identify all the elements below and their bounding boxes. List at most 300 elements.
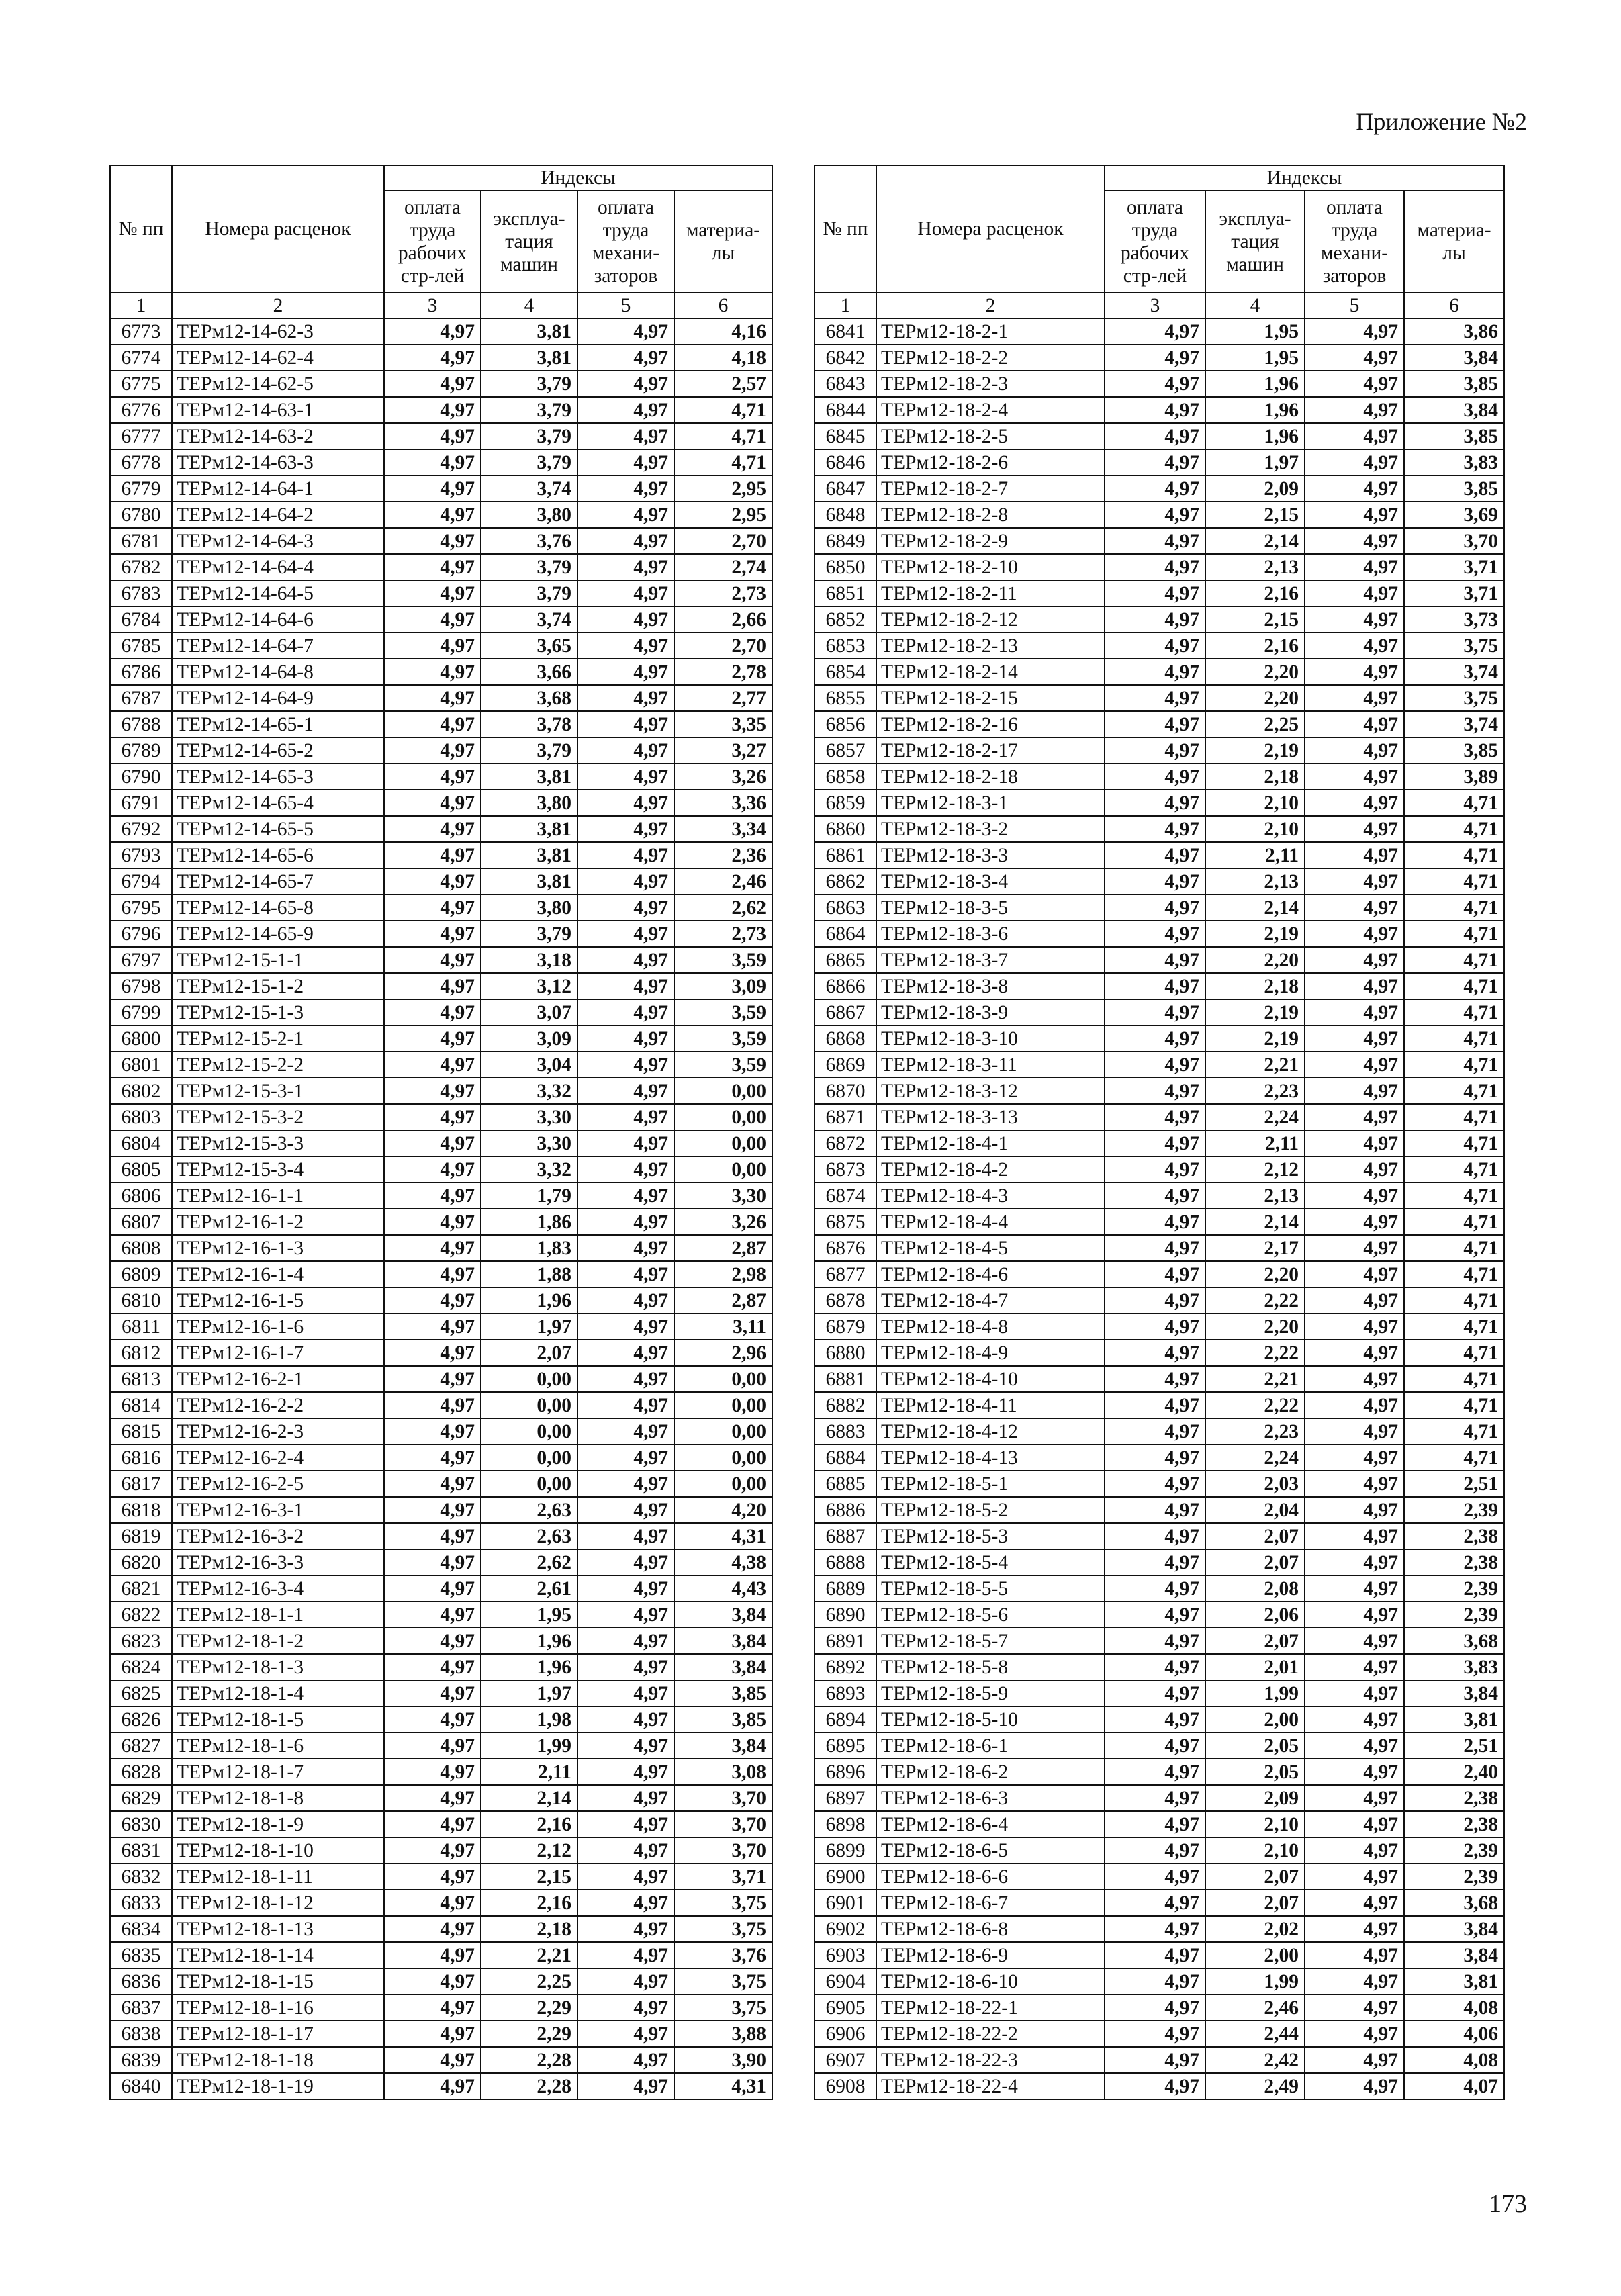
row-number: 6823 <box>110 1628 172 1654</box>
rate-code: ТЕРм12-18-2-8 <box>876 502 1105 528</box>
rate-code: ТЕРм12-18-1-17 <box>172 2021 384 2047</box>
labor-wage-index: 4,97 <box>384 1680 481 1706</box>
table-row <box>815 1733 1504 1759</box>
rate-code: ТЕРм12-18-2-11 <box>876 580 1105 606</box>
machine-index: 3,79 <box>481 580 577 606</box>
rate-code: ТЕРм12-14-65-6 <box>172 842 384 868</box>
operator-wage-index: 4,97 <box>1305 1340 1404 1366</box>
rate-code: ТЕРм12-18-5-6 <box>876 1602 1105 1628</box>
machine-index: 3,74 <box>481 475 577 502</box>
materials-index: 4,31 <box>674 1523 772 1549</box>
table-row <box>815 1497 1504 1523</box>
table-row <box>815 633 1504 659</box>
rate-code: ТЕРм12-14-65-9 <box>172 921 384 947</box>
machine-index: 2,14 <box>481 1785 577 1811</box>
table-row <box>110 1706 772 1733</box>
table-row <box>110 1366 772 1392</box>
machine-index: 1,97 <box>1205 449 1305 475</box>
row-number: 6891 <box>815 1628 876 1654</box>
materials-index: 4,71 <box>1404 1052 1504 1078</box>
labor-wage-index: 4,97 <box>1105 1183 1205 1209</box>
machine-index: 3,32 <box>481 1078 577 1104</box>
labor-wage-index: 4,97 <box>384 1366 481 1392</box>
materials-index: 3,68 <box>1404 1628 1504 1654</box>
row-number: 6833 <box>110 1890 172 1916</box>
rate-code: ТЕРм12-14-63-3 <box>172 449 384 475</box>
rate-code: ТЕРм12-14-64-4 <box>172 554 384 580</box>
rate-code: ТЕРм12-18-1-15 <box>172 1968 384 1994</box>
labor-wage-index: 4,97 <box>384 371 481 397</box>
rate-code: ТЕРм12-14-64-8 <box>172 659 384 685</box>
table-row <box>815 606 1504 633</box>
table-row <box>815 659 1504 685</box>
materials-index: 3,89 <box>1404 764 1504 790</box>
row-number: 6834 <box>110 1916 172 1942</box>
labor-wage-index: 4,97 <box>1105 1523 1205 1549</box>
rate-code: ТЕРм12-14-65-3 <box>172 764 384 790</box>
operator-wage-index: 4,97 <box>1305 1706 1404 1733</box>
rate-code: ТЕРм12-18-22-1 <box>876 1994 1105 2021</box>
row-number: 6838 <box>110 2021 172 2047</box>
table-row <box>815 921 1504 947</box>
machine-index: 2,07 <box>1205 1523 1305 1549</box>
machine-index: 2,18 <box>481 1916 577 1942</box>
header-labor-wages: оплата труда рабочих стр-лей <box>384 191 481 293</box>
table-row <box>815 449 1504 475</box>
labor-wage-index: 4,97 <box>1105 1811 1205 1837</box>
rate-code: ТЕРм12-16-1-5 <box>172 1287 384 1314</box>
rate-code: ТЕРм12-18-2-18 <box>876 764 1105 790</box>
operator-wage-index: 4,97 <box>577 1261 674 1287</box>
labor-wage-index: 4,97 <box>384 2073 481 2099</box>
row-number: 6786 <box>110 659 172 685</box>
materials-index: 4,71 <box>1404 1130 1504 1156</box>
machine-index: 2,18 <box>1205 764 1305 790</box>
rate-code: ТЕРм12-18-2-14 <box>876 659 1105 685</box>
labor-wage-index: 4,97 <box>384 999 481 1025</box>
labor-wage-index: 4,97 <box>1105 1130 1205 1156</box>
materials-index: 4,71 <box>1404 842 1504 868</box>
machine-index: 3,09 <box>481 1025 577 1052</box>
labor-wage-index: 4,97 <box>384 868 481 894</box>
operator-wage-index: 4,97 <box>577 973 674 999</box>
materials-index: 0,00 <box>674 1104 772 1130</box>
operator-wage-index: 4,97 <box>577 633 674 659</box>
labor-wage-index: 4,97 <box>1105 921 1205 947</box>
machine-index: 1,86 <box>481 1209 577 1235</box>
materials-index: 3,88 <box>674 2021 772 2047</box>
machine-index: 2,20 <box>1205 1314 1305 1340</box>
operator-wage-index: 4,97 <box>577 1287 674 1314</box>
operator-wage-index: 4,97 <box>1305 685 1404 711</box>
row-number: 6800 <box>110 1025 172 1052</box>
materials-index: 2,95 <box>674 475 772 502</box>
rate-code: ТЕРм12-18-1-4 <box>172 1680 384 1706</box>
header-operator-wages: оплата труда механи-заторов <box>1305 191 1404 293</box>
materials-index: 3,70 <box>674 1811 772 1837</box>
rate-code: ТЕРм12-15-1-3 <box>172 999 384 1025</box>
operator-wage-index: 4,97 <box>577 790 674 816</box>
materials-index: 2,66 <box>674 606 772 633</box>
row-number: 6804 <box>110 1130 172 1156</box>
table-row <box>110 1209 772 1235</box>
rate-code: ТЕРм12-18-4-6 <box>876 1261 1105 1287</box>
labor-wage-index: 4,97 <box>384 449 481 475</box>
table-row <box>110 1340 772 1366</box>
labor-wage-index: 4,97 <box>1105 1575 1205 1602</box>
operator-wage-index: 4,97 <box>577 554 674 580</box>
materials-index: 3,27 <box>674 737 772 764</box>
header-indices: Индексы <box>384 165 772 191</box>
table-row <box>110 999 772 1025</box>
row-number: 6810 <box>110 1287 172 1314</box>
machine-index: 0,00 <box>481 1392 577 1418</box>
machine-index: 3,66 <box>481 659 577 685</box>
machine-index: 1,96 <box>1205 397 1305 423</box>
rate-code: ТЕРм12-14-65-7 <box>172 868 384 894</box>
row-number: 6885 <box>815 1471 876 1497</box>
row-number: 6904 <box>815 1968 876 1994</box>
materials-index: 4,71 <box>1404 1392 1504 1418</box>
table-row <box>815 1523 1504 1549</box>
operator-wage-index: 4,97 <box>577 1733 674 1759</box>
materials-index: 3,59 <box>674 1052 772 1078</box>
labor-wage-index: 4,97 <box>384 1156 481 1183</box>
materials-index: 3,85 <box>1404 737 1504 764</box>
materials-index: 3,59 <box>674 1025 772 1052</box>
materials-index: 3,84 <box>1404 345 1504 371</box>
machine-index: 3,79 <box>481 554 577 580</box>
machine-index: 3,07 <box>481 999 577 1025</box>
row-number: 6825 <box>110 1680 172 1706</box>
materials-index: 2,87 <box>674 1235 772 1261</box>
materials-index: 2,40 <box>1404 1759 1504 1785</box>
materials-index: 3,35 <box>674 711 772 737</box>
rate-code: ТЕРм12-16-1-6 <box>172 1314 384 1340</box>
row-number: 6813 <box>110 1366 172 1392</box>
table-row <box>110 1130 772 1156</box>
rate-code: ТЕРм12-18-4-8 <box>876 1314 1105 1340</box>
materials-index: 4,43 <box>674 1575 772 1602</box>
rate-code: ТЕРм12-16-2-5 <box>172 1471 384 1497</box>
labor-wage-index: 4,97 <box>1105 842 1205 868</box>
machine-index: 0,00 <box>481 1418 577 1444</box>
table-row <box>110 1811 772 1837</box>
operator-wage-index: 4,97 <box>577 999 674 1025</box>
row-number: 6783 <box>110 580 172 606</box>
rate-code: ТЕРм12-18-1-10 <box>172 1837 384 1864</box>
rate-code: ТЕРм12-14-62-3 <box>172 318 384 345</box>
materials-index: 2,73 <box>674 921 772 947</box>
labor-wage-index: 4,97 <box>384 1942 481 1968</box>
machine-index: 2,46 <box>1205 1994 1305 2021</box>
table-row <box>815 423 1504 449</box>
row-number: 6886 <box>815 1497 876 1523</box>
labor-wage-index: 4,97 <box>1105 1785 1205 1811</box>
labor-wage-index: 4,97 <box>384 554 481 580</box>
table-row <box>815 1052 1504 1078</box>
operator-wage-index: 4,97 <box>1305 711 1404 737</box>
table-row <box>110 1575 772 1602</box>
table-row <box>110 868 772 894</box>
rate-code: ТЕРм12-18-5-10 <box>876 1706 1105 1733</box>
rate-code: ТЕРм12-18-6-5 <box>876 1837 1105 1864</box>
table-row <box>815 475 1504 502</box>
row-number: 6848 <box>815 502 876 528</box>
labor-wage-index: 4,97 <box>1105 1287 1205 1314</box>
operator-wage-index: 4,97 <box>577 1602 674 1628</box>
table-row <box>110 1314 772 1340</box>
row-number: 6801 <box>110 1052 172 1078</box>
machine-index: 3,80 <box>481 894 577 921</box>
index-table-right <box>814 165 1505 2100</box>
materials-index: 0,00 <box>674 1392 772 1418</box>
operator-wage-index: 4,97 <box>577 764 674 790</box>
labor-wage-index: 4,97 <box>384 345 481 371</box>
materials-index: 3,11 <box>674 1314 772 1340</box>
machine-index: 2,07 <box>1205 1549 1305 1575</box>
labor-wage-index: 4,97 <box>1105 1890 1205 1916</box>
machine-index: 2,11 <box>1205 1130 1305 1156</box>
machine-index: 1,88 <box>481 1261 577 1287</box>
labor-wage-index: 4,97 <box>384 1078 481 1104</box>
table-row <box>110 633 772 659</box>
machine-index: 2,19 <box>1205 1025 1305 1052</box>
materials-index: 2,95 <box>674 502 772 528</box>
operator-wage-index: 4,97 <box>577 842 674 868</box>
rate-code: ТЕРм12-18-22-3 <box>876 2047 1105 2073</box>
rate-code: ТЕРм12-16-3-1 <box>172 1497 384 1523</box>
labor-wage-index: 4,97 <box>1105 633 1205 659</box>
row-number: 6861 <box>815 842 876 868</box>
rate-code: ТЕРм12-14-62-4 <box>172 345 384 371</box>
materials-index: 3,75 <box>1404 633 1504 659</box>
rate-code: ТЕРм12-14-65-8 <box>172 894 384 921</box>
operator-wage-index: 4,97 <box>1305 1785 1404 1811</box>
rate-code: ТЕРм12-18-1-7 <box>172 1759 384 1785</box>
materials-index: 4,71 <box>1404 1156 1504 1183</box>
machine-index: 1,96 <box>481 1628 577 1654</box>
column-number: 4 <box>481 293 577 318</box>
row-number: 6853 <box>815 633 876 659</box>
row-number: 6843 <box>815 371 876 397</box>
machine-index: 3,81 <box>481 816 577 842</box>
materials-index: 4,71 <box>1404 921 1504 947</box>
rate-code: ТЕРм12-18-22-4 <box>876 2073 1105 2099</box>
labor-wage-index: 4,97 <box>384 764 481 790</box>
machine-index: 3,04 <box>481 1052 577 1078</box>
operator-wage-index: 4,97 <box>1305 1078 1404 1104</box>
rate-code: ТЕРм12-18-3-13 <box>876 1104 1105 1130</box>
machine-index: 2,29 <box>481 2021 577 2047</box>
column-number: 2 <box>876 293 1105 318</box>
rate-code: ТЕРм12-18-4-4 <box>876 1209 1105 1235</box>
rate-code: ТЕРм12-18-5-3 <box>876 1523 1105 1549</box>
table-row <box>815 973 1504 999</box>
machine-index: 3,32 <box>481 1156 577 1183</box>
row-number: 6880 <box>815 1340 876 1366</box>
rate-code: ТЕРм12-18-4-12 <box>876 1418 1105 1444</box>
labor-wage-index: 4,97 <box>1105 1078 1205 1104</box>
operator-wage-index: 4,97 <box>577 1471 674 1497</box>
table-row <box>815 318 1504 345</box>
materials-index: 3,70 <box>1404 528 1504 554</box>
operator-wage-index: 4,97 <box>577 1130 674 1156</box>
table-row <box>110 1785 772 1811</box>
table-row <box>815 1418 1504 1444</box>
table-row <box>110 1471 772 1497</box>
materials-index: 4,71 <box>1404 868 1504 894</box>
operator-wage-index: 4,97 <box>1305 1209 1404 1235</box>
machine-index: 2,00 <box>1205 1706 1305 1733</box>
operator-wage-index: 4,97 <box>1305 737 1404 764</box>
operator-wage-index: 4,97 <box>1305 1968 1404 1994</box>
operator-wage-index: 4,97 <box>1305 1864 1404 1890</box>
table-row <box>815 528 1504 554</box>
row-number: 6791 <box>110 790 172 816</box>
rate-code: ТЕРм12-18-3-4 <box>876 868 1105 894</box>
table-row <box>110 475 772 502</box>
materials-index: 2,51 <box>1404 1471 1504 1497</box>
materials-index: 4,31 <box>674 2073 772 2099</box>
table-row <box>815 999 1504 1025</box>
table-row <box>815 1287 1504 1314</box>
table-row <box>815 2073 1504 2099</box>
operator-wage-index: 4,97 <box>1305 921 1404 947</box>
machine-index: 2,07 <box>1205 1890 1305 1916</box>
rate-code: ТЕРм12-18-1-16 <box>172 1994 384 2021</box>
row-number: 6811 <box>110 1314 172 1340</box>
materials-index: 3,30 <box>674 1183 772 1209</box>
rate-code: ТЕРм12-18-2-17 <box>876 737 1105 764</box>
labor-wage-index: 4,97 <box>1105 973 1205 999</box>
machine-index: 2,13 <box>1205 554 1305 580</box>
machine-index: 2,24 <box>1205 1444 1305 1471</box>
row-number: 6842 <box>815 345 876 371</box>
materials-index: 3,76 <box>674 1942 772 1968</box>
labor-wage-index: 4,97 <box>384 816 481 842</box>
table-row <box>110 2021 772 2047</box>
labor-wage-index: 4,97 <box>1105 790 1205 816</box>
operator-wage-index: 4,97 <box>577 894 674 921</box>
machine-index: 2,07 <box>481 1340 577 1366</box>
row-number: 6850 <box>815 554 876 580</box>
row-number: 6854 <box>815 659 876 685</box>
machine-index: 2,28 <box>481 2073 577 2099</box>
materials-index: 3,85 <box>1404 423 1504 449</box>
materials-index: 2,36 <box>674 842 772 868</box>
rate-code: ТЕРм12-18-1-6 <box>172 1733 384 1759</box>
materials-index: 4,71 <box>1404 1314 1504 1340</box>
row-number: 6870 <box>815 1078 876 1104</box>
table-row <box>110 1759 772 1785</box>
table-row <box>110 502 772 528</box>
operator-wage-index: 4,97 <box>577 1680 674 1706</box>
machine-index: 3,81 <box>481 345 577 371</box>
operator-wage-index: 4,97 <box>1305 502 1404 528</box>
row-number: 6785 <box>110 633 172 659</box>
rate-code: ТЕРм12-18-5-9 <box>876 1680 1105 1706</box>
operator-wage-index: 4,97 <box>1305 1680 1404 1706</box>
labor-wage-index: 4,97 <box>384 397 481 423</box>
header-operator-wages: оплата труда механи-заторов <box>577 191 674 293</box>
machine-index: 2,28 <box>481 2047 577 2073</box>
operator-wage-index: 4,97 <box>577 1628 674 1654</box>
header-num: № пп <box>815 165 876 293</box>
machine-index: 2,22 <box>1205 1287 1305 1314</box>
row-number: 6898 <box>815 1811 876 1837</box>
machine-index: 3,79 <box>481 449 577 475</box>
table-row <box>110 1392 772 1418</box>
labor-wage-index: 4,97 <box>1105 502 1205 528</box>
materials-index: 3,84 <box>674 1733 772 1759</box>
row-number: 6862 <box>815 868 876 894</box>
labor-wage-index: 4,97 <box>384 685 481 711</box>
table-row <box>815 1104 1504 1130</box>
table-row <box>110 528 772 554</box>
row-number: 6858 <box>815 764 876 790</box>
table-row <box>815 1183 1504 1209</box>
row-number: 6812 <box>110 1340 172 1366</box>
machine-index: 2,12 <box>481 1837 577 1864</box>
machine-index: 2,22 <box>1205 1392 1305 1418</box>
row-number: 6907 <box>815 2047 876 2073</box>
operator-wage-index: 4,97 <box>577 1837 674 1864</box>
row-number: 6871 <box>815 1104 876 1130</box>
labor-wage-index: 4,97 <box>384 1287 481 1314</box>
machine-index: 3,80 <box>481 502 577 528</box>
rate-code: ТЕРм12-16-2-2 <box>172 1392 384 1418</box>
machine-index: 2,63 <box>481 1523 577 1549</box>
labor-wage-index: 4,97 <box>384 1837 481 1864</box>
rate-code: ТЕРм12-14-64-9 <box>172 685 384 711</box>
materials-index: 3,68 <box>1404 1890 1504 1916</box>
row-number: 6814 <box>110 1392 172 1418</box>
rate-code: ТЕРм12-18-5-1 <box>876 1471 1105 1497</box>
operator-wage-index: 4,97 <box>1305 1628 1404 1654</box>
labor-wage-index: 4,97 <box>1105 1314 1205 1340</box>
row-number: 6872 <box>815 1130 876 1156</box>
operator-wage-index: 4,97 <box>1305 764 1404 790</box>
labor-wage-index: 4,97 <box>1105 1628 1205 1654</box>
rate-code: ТЕРм12-18-4-1 <box>876 1130 1105 1156</box>
machine-index: 3,81 <box>481 842 577 868</box>
machine-index: 3,12 <box>481 973 577 999</box>
materials-index: 4,71 <box>1404 1418 1504 1444</box>
operator-wage-index: 4,97 <box>1305 423 1404 449</box>
materials-index: 3,83 <box>1404 1654 1504 1680</box>
rate-code: ТЕРм12-18-4-3 <box>876 1183 1105 1209</box>
operator-wage-index: 4,97 <box>577 868 674 894</box>
column-number: 6 <box>1404 293 1504 318</box>
rate-code: ТЕРм12-18-4-5 <box>876 1235 1105 1261</box>
operator-wage-index: 4,97 <box>1305 1471 1404 1497</box>
labor-wage-index: 4,97 <box>1105 2047 1205 2073</box>
operator-wage-index: 4,97 <box>577 371 674 397</box>
operator-wage-index: 4,97 <box>577 1785 674 1811</box>
row-number: 6827 <box>110 1733 172 1759</box>
labor-wage-index: 4,97 <box>384 711 481 737</box>
row-number: 6799 <box>110 999 172 1025</box>
row-number: 6787 <box>110 685 172 711</box>
rate-code: ТЕРм12-16-1-3 <box>172 1235 384 1261</box>
operator-wage-index: 4,97 <box>1305 1575 1404 1602</box>
operator-wage-index: 4,97 <box>577 685 674 711</box>
labor-wage-index: 4,97 <box>1105 554 1205 580</box>
machine-index: 2,05 <box>1205 1733 1305 1759</box>
table-row <box>110 1497 772 1523</box>
rate-code: ТЕРм12-18-5-5 <box>876 1575 1105 1602</box>
